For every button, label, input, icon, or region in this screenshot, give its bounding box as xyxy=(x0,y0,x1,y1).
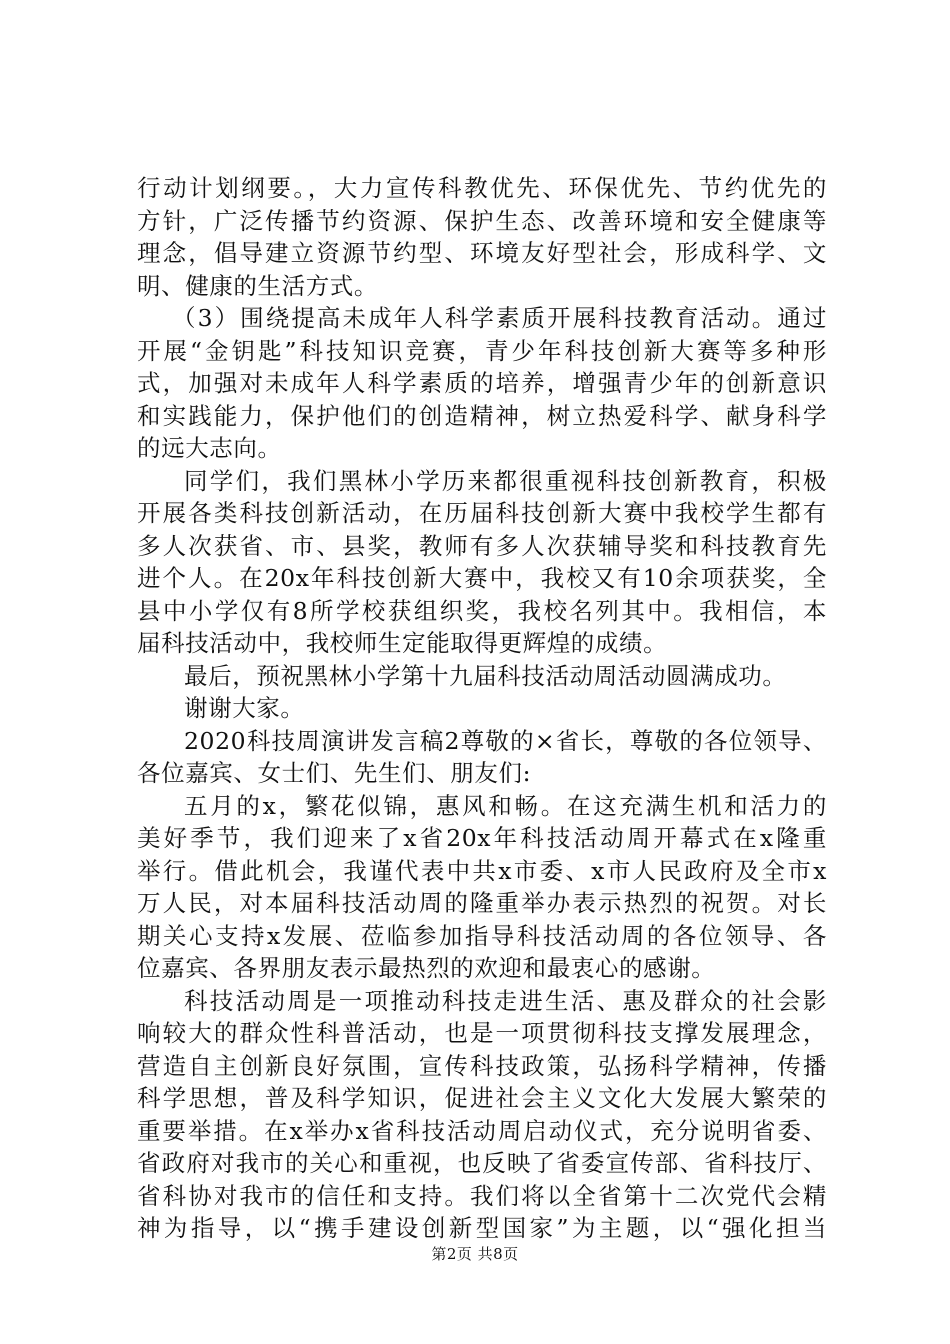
text-line: 神为指导，以“携手建设创新型国家”为主题，以“强化担当 xyxy=(137,1214,827,1242)
text-line: 营造自主创新良好氛围，宣传科技政策，弘扬科学精神，传播 xyxy=(137,1051,827,1080)
page-number-label: 第2页 共8页 xyxy=(431,1245,519,1263)
text-line: 开展“金钥匙”科技知识竞赛，青少年科技创新大赛等多种形 xyxy=(137,336,827,365)
text-line: 理念，倡导建立资源节约型、环境友好型社会，形成科学、文 xyxy=(137,239,827,267)
text-line: 2020科技周演讲发言稿2尊敬的×省长，尊敬的各位领导、 xyxy=(184,726,827,755)
text-line: 最后，预祝黑林小学第十九届科技活动周活动圆满成功。 xyxy=(184,661,787,690)
text-line: 届科技活动中，我校师生定能取得更辉煌的成绩。 xyxy=(137,629,668,657)
text-line: 明、健康的生活方式。 xyxy=(137,271,378,300)
text-line: 县中小学仅有8所学校获组织奖，我校名列其中。我相信，本 xyxy=(137,596,827,625)
text-line: 开展各类科技创新活动，在历届科技创新大赛中我校学生都有 xyxy=(137,499,827,527)
text-line: 美好季节，我们迎来了x省20x年科技活动周开幕式在x隆重 xyxy=(137,824,827,852)
text-line: 位嘉宾、各界朋友表示最热烈的欢迎和最衷心的感谢。 xyxy=(137,954,716,982)
text-line: 响较大的群众性科普活动，也是一项贯彻科技支撑发展理念， xyxy=(137,1019,827,1047)
text-line: 和实践能力，保护他们的创造精神，树立热爱科学、献身科学 xyxy=(137,401,827,430)
text-line: 同学们，我们黑林小学历来都很重视科技创新教育，积极 xyxy=(184,466,827,495)
text-line: 五月的x，繁花似锦，惠风和畅。在这充满生机和活力的 xyxy=(184,791,827,820)
text-line: 科技活动周是一项推动科技走进生活、惠及群众的社会影 xyxy=(184,986,827,1015)
document-body xyxy=(137,172,827,1245)
text-line: 举行。借此机会，我谨代表中共x市委、x市人民政府及全市x xyxy=(137,856,827,885)
text-line: 进个人。在20x年科技创新大赛中，我校又有10余项获奖，全 xyxy=(137,564,827,592)
text-line: 各位嘉宾、女士们、先生们、朋友们: xyxy=(137,759,532,787)
text-line: 省政府对我市的关心和重视，也反映了省委宣传部、省科技厅、 xyxy=(137,1149,827,1177)
text-line: 省科协对我市的信任和支持。我们将以全省第十二次党代会精 xyxy=(137,1181,827,1210)
text-line: 式，加强对未成年人科学素质的培养，增强青少年的创新意识 xyxy=(137,369,827,397)
text-line: 重要举措。在x举办x省科技活动周启动仪式，充分说明省委、 xyxy=(137,1116,827,1145)
text-line: 多人次获省、市、县奖，教师有多人次获辅导奖和科技教育先 xyxy=(137,531,827,560)
text-line: 谢谢大家。 xyxy=(184,694,305,722)
text-line: 行动计划纲要。，大力宣传科教优先、环保优先、节约优先的 xyxy=(137,174,827,202)
text-line: 期关心支持x发展、莅临参加指导科技活动周的各位领导、各 xyxy=(137,921,827,950)
text-line: 方针，广泛传播节约资源、保护生态、改善环境和安全健康等 xyxy=(137,206,827,235)
text-line: 万人民，对本届科技活动周的隆重举办表示热烈的祝贺。对长 xyxy=(137,889,827,917)
text-line: 的远大志向。 xyxy=(137,434,282,462)
text-line: 科学思想，普及科学知识，促进社会主义文化大发展大繁荣的 xyxy=(137,1084,827,1112)
text-line: （3）围绕提高未成年人科学素质开展科技教育活动。通过 xyxy=(172,304,827,332)
page-footer xyxy=(0,1244,950,1264)
